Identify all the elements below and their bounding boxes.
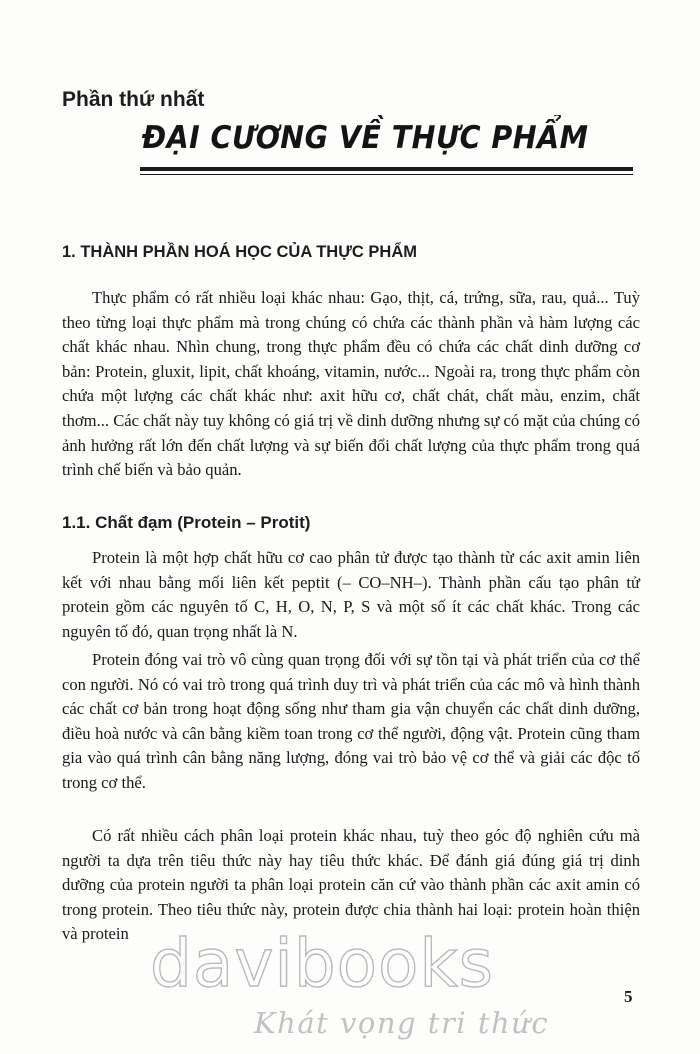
protein-definition-paragraph: Protein là một hợp chất hữu cơ cao phân tử được tạo thành từ các axit amin liên kết với nhau bằng mối liên kết peptit (– CO–NH–). Thành phần cấu tạo phân tử protein gồm các nguyên tố C, H, O, N, P, S và một số ít các chất khác. Trong các nguyên tố đó, quan trọng nhất là N. xyxy=(62,548,640,641)
title-rule-thin xyxy=(140,174,633,175)
watermark-tagline: Khát vọng tri thức xyxy=(254,1006,550,1040)
title-rule-thick xyxy=(140,167,633,171)
protein-role-paragraph: Protein đóng vai trò vô cùng quan trọng đối với sự tồn tại và phát triển của cơ thể con người. Nó có vai trò trong quá trình duy trì và phát triển của các mô và hình thành các chất cơ bản trong hoạt động sống như tham gia vận chuyển các chất dinh dưỡng, điều hoà nước và cân bằng kiềm toan trong cơ thể người, động vật. Protein cũng tham gia vào quá trình cân bằng năng lượng, đóng vai trò bảo vệ cơ thể và giải các độc tố trong cơ thể. xyxy=(62,650,640,792)
part-title: ĐẠI CƯƠNG VỀ THỰC PHẨM xyxy=(142,120,589,156)
page-number: 5 xyxy=(624,987,633,1006)
subsection-heading: 1.1. Chất đạm (Protein – Protit) xyxy=(62,513,311,532)
protein-classification-paragraph: Có rất nhiều cách phân loại protein khác nhau, tuỳ theo góc độ nghiên cứu mà người ta dựa trên tiêu thức này hay tiêu thức khác. Để đánh giá đúng giá trị dinh dưỡng của protein người ta phân loại protein căn cứ vào thành phần các axit amin có trong protein. Theo tiêu thức này, protein được chia thành hai loại: protein hoàn thiện và protein xyxy=(62,826,640,944)
watermark-logo: davibooks xyxy=(150,925,494,1002)
section-heading: 1. THÀNH PHẦN HOÁ HỌC CỦA THỰC PHẨM xyxy=(62,243,417,261)
part-label: Phần thứ nhất xyxy=(62,88,205,111)
section-intro-paragraph: Thực phẩm có rất nhiều loại khác nhau: Gạo, thịt, cá, trứng, sữa, rau, quả... Tuỳ theo từng loại thực phẩm mà trong chúng có chứa các thành phần và hàm lượng các chất khác nhau. Nhìn chung, trong thực phẩm đều có chứa các chất dinh dưỡng cơ bản: Protein, gluxit, lipit, chất khoáng, vitamin, nước... Ngoài ra, trong thực phẩm còn chứa một lượng các chất khác như: axit hữu cơ, chất chát, chất màu, enzim, chất thơm... Các chất này tuy không có giá trị về dinh dưỡng nhưng sự có mặt của chúng có ảnh hưởng rất lớn đến chất lượng và sự biến đổi chất lượng của thực phẩm trong quá trình chế biến và bảo quản. xyxy=(62,288,640,480)
